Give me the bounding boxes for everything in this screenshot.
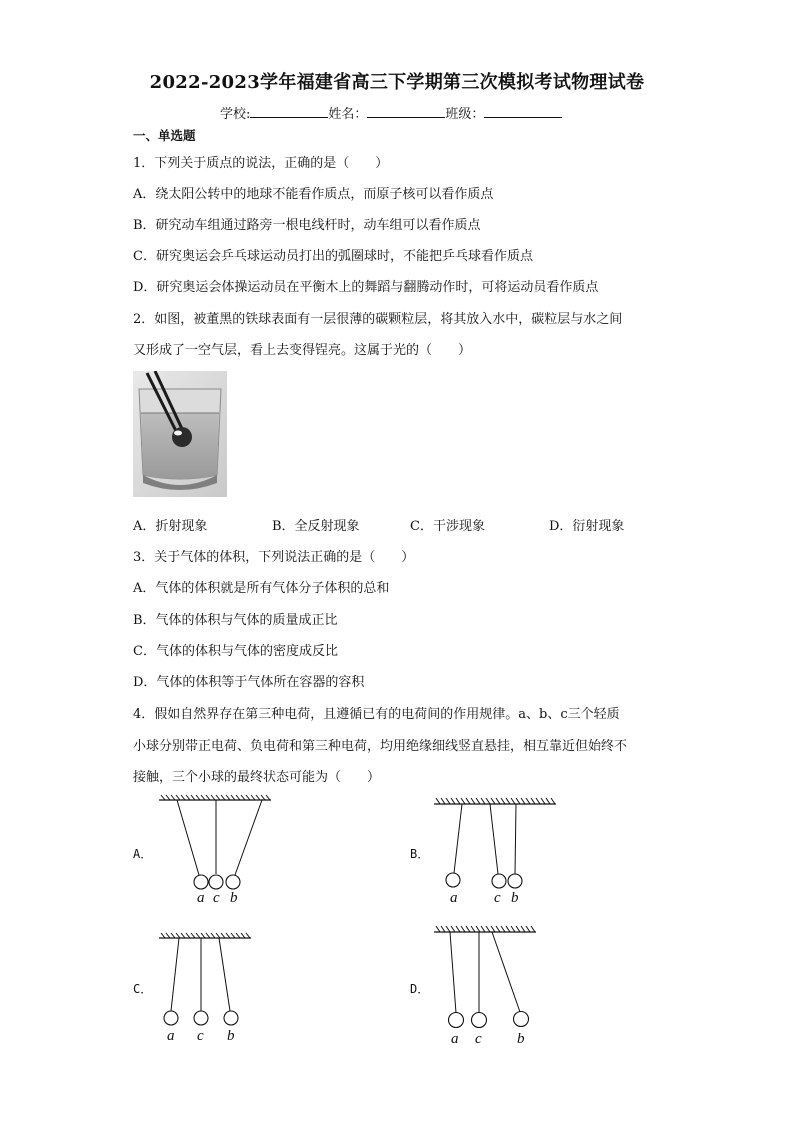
q2-option-a: A．折射现象 xyxy=(133,519,208,534)
q4-stem-line2: 小球分别带正电荷、负电荷和第三种电荷，均用绝缘细线竖直悬挂，相互靠近但始终不 xyxy=(133,739,628,754)
figB-label-c: c xyxy=(494,890,501,906)
q1-stem: 1．下列关于质点的说法，正确的是（ ） xyxy=(133,156,389,171)
school-blank xyxy=(250,105,328,118)
q4-option-c-label: C． xyxy=(133,982,153,996)
q4-option-b-label: B． xyxy=(410,847,430,861)
q3-option-c: C．气体的体积与气体的密度成反比 xyxy=(133,644,338,659)
figD-label-b: b xyxy=(517,1031,525,1047)
student-info-line xyxy=(220,103,562,122)
figC-label-c: c xyxy=(197,1028,204,1044)
figB-label-b: b xyxy=(511,890,519,906)
q3-option-b: B．气体的体积与气体的质量成正比 xyxy=(133,613,338,628)
q1-option-b: B．研究动车组通过路旁一根电线杆时，动车组可以看作质点 xyxy=(133,218,481,233)
q1-option-c: C．研究奥运会乒乓球运动员打出的弧圈球时，不能把乒乓球看作质点 xyxy=(133,249,533,264)
q2-stem-line1: 2．如图，被董黑的铁球表面有一层很薄的碳颗粒层，将其放入水中，碳粒层与水之间 xyxy=(133,312,623,327)
figC-label-b: b xyxy=(227,1028,235,1044)
q1-option-a: A．绕太阳公转中的地球不能看作质点，而原子核可以看作质点 xyxy=(133,187,494,202)
q3-option-a: A．气体的体积就是所有气体分子体积的总和 xyxy=(133,581,390,596)
q4-stem-line3: 接触，三个小球的最终状态可能为（ ） xyxy=(133,770,381,785)
q2-stem-line2: 又形成了一空气层，看上去变得锃亮。这属于光的（ ） xyxy=(133,343,472,358)
name-label: 姓名： xyxy=(328,107,368,122)
q4-option-a-label: A． xyxy=(133,847,153,861)
q4-figure-a xyxy=(155,794,275,910)
figB-label-a: a xyxy=(450,890,458,906)
page-title: 2022-2023学年福建省高三下学期第三次模拟考试物理试卷 xyxy=(149,72,645,93)
q3-option-d: D．气体的体积等于气体所在容器的容积 xyxy=(133,675,365,690)
figD-label-a: a xyxy=(451,1031,459,1047)
figA-label-b: b xyxy=(230,890,238,906)
figC-label-a: a xyxy=(167,1028,175,1044)
section-heading: 一、单选题 xyxy=(133,128,196,143)
glass-photo xyxy=(133,371,227,497)
class-blank xyxy=(484,105,562,118)
q2-option-c: C．干涉现象 xyxy=(410,519,485,534)
figD-label-c: c xyxy=(475,1031,482,1047)
figA-label-a: a xyxy=(197,890,205,906)
figA-label-c: c xyxy=(213,890,220,906)
q1-option-d: D．研究奥运会体操运动员在平衡木上的舞蹈与翻腾动作时，可将运动员看作质点 xyxy=(133,280,599,295)
class-label: 班级： xyxy=(445,107,485,122)
q4-option-d-label: D． xyxy=(410,982,430,996)
q4-figure-c xyxy=(155,930,255,1046)
q2-option-b: B．全反射现象 xyxy=(272,519,360,534)
q3-stem: 3．关于气体的体积，下列说法正确的是（ ） xyxy=(133,550,415,565)
q4-figure-d xyxy=(432,922,542,1048)
q4-figure-b xyxy=(432,794,562,910)
school-label: 学校: xyxy=(220,107,251,122)
q4-stem-line1: 4．假如自然界存在第三种电荷，且遵循已有的电荷间的作用规律。a、b、c三个轻质 xyxy=(133,707,620,722)
q2-option-d: D．衍射现象 xyxy=(549,519,625,534)
name-blank xyxy=(367,105,445,118)
